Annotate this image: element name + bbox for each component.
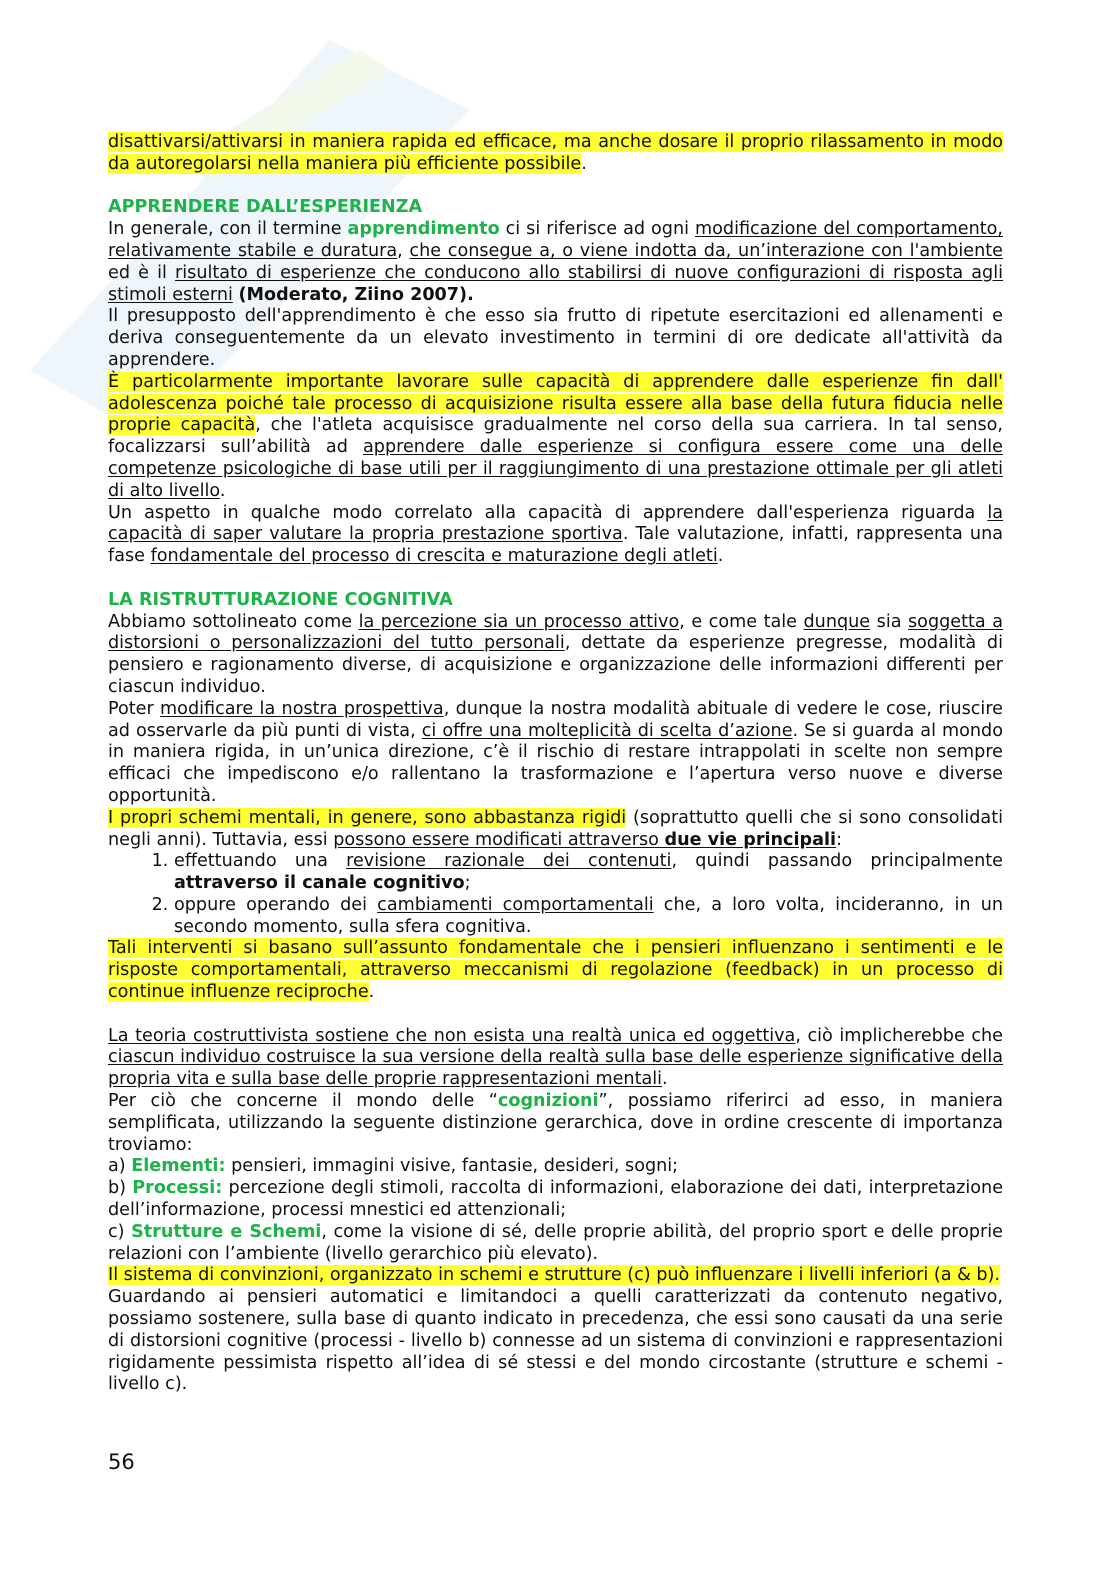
- paragraph-sistema-convinzioni: Il sistema di convinzioni, organizzato in schemi e strutture (c) può influenzare i livelli inferiori (a & b).: [108, 1265, 1001, 1286]
- hierarchy-item-elementi: a) Elementi: pensieri, immagini visive, fantasie, desideri, sogni;: [108, 1156, 679, 1177]
- list-item: 1. effettuando una revisione razionale dei contenuti, quindi passando principalmente attraverso il canale cognitivo;: [174, 851, 1003, 895]
- section-heading-ristrutturazione: LA RISTRUTTURAZIONE COGNITIVA: [108, 589, 453, 610]
- paragraph-schemi-mentali: I propri schemi mentali, in genere, sono abbastanza rigidi (soprattutto quelli che si sono consolidati negli anni). Tuttavia, essi possono essere modificati attraverso due vie principali:: [108, 807, 1003, 850]
- paragraph-interventi: Tali interventi si basano sull’assunto fondamentale che i pensieri influenzano i sentimenti e le risposte comportamentali, attraverso meccanismi di regolazione (feedback) in un processo di continue influenze reciproche.: [108, 938, 1003, 1003]
- paragraph-costruttivista: La teoria costruttivista sostiene che non esista una realtà unica ed oggettiva, ciò implicherebbe che ciascun individuo costruisce la sua versione della realtà sulla base delle esperienze significative della propria vita e sulla base delle proprie rappresentazioni mentali.: [108, 1025, 1003, 1090]
- paragraph-percezione: Abbiamo sottolineato come la percezione sia un processo attivo, e come tale dunque sia soggetta a distorsioni o personalizzazioni del tutto personali, dettate da esperienze pregresse, modalità di pensiero e ragionamento diverse, di acquisizione e organizzazione delle informazioni differenti per ciascun individuo.: [108, 611, 1003, 697]
- intro-paragraph: disattivarsi/attivarsi in maniera rapida ed efficace, ma anche dosare il proprio rilassamento in modo da autoregolarsi nella maniera più efficiente possibile.: [108, 132, 1003, 174]
- hierarchy-item-strutture: c) Strutture e Schemi, come la visione di sé, delle proprie abilità, del proprio sport e delle proprie relazioni con l’ambiente (livello gerarchico più elevato).: [108, 1221, 1003, 1264]
- paragraph-adolescenza: È particolarmente importante lavorare sulle capacità di apprendere dalle esperienze fin dall' adolescenza poiché tale processo di acquisizione risulta essere alla base della futura fiducia nelle proprie capacità, che l'atleta acquisisce gradualmente nel corso della sua carriera. In tal senso, focalizzarsi sull’abilità ad apprendere dalle esperienze si configura essere come una delle competenze psicologiche di base utili per il raggiungimento di una prestazione ottimale per gli atleti di alto livello.: [108, 371, 1003, 501]
- paragraph-apprendimento-definition: In generale, con il termine apprendimento ci si riferisce ad ogni modificazione del comportamento, relativamente stabile e duratura, che consegue a, o viene indotta da, un’interazione con l'ambiente ed è il risultato di esperienze che conducono allo stabilirsi di nuove configurazioni di risposta agli stimoli esterni (Moderato, Ziino 2007).: [108, 219, 1003, 305]
- numbered-list: [108, 851, 1003, 938]
- paragraph-pensieri-automatici: Guardando ai pensieri automatici e limitandoci a quelli caratterizzati da contenuto negativo, possiamo sostenere, sulla base di quanto indicato in precedenza, che essi sono causati da una serie di distorsioni cognitive (processi - livello b) connesse ad un sistema di convinzioni e rappresentazioni rigidamente pessimista rispetto all’idea di sé stessi e del mondo circostante (strutture e schemi - livello c).: [108, 1287, 1003, 1395]
- hierarchy-item-processi: b) Processi: percezione degli stimoli, raccolta di informazioni, elaborazione dei dati, interpretazione dell’informazione, processi mnestici ed attenzionali;: [108, 1178, 1004, 1221]
- paragraph-prospettiva: Poter modificare la nostra prospettiva, dunque la nostra modalità abituale di vedere le cose, riuscire ad osservarle da più punti di vista, ci offre una molteplicità di scelta d’azione. Se si guarda al mondo in maniera rigida, in un’unica direzione, c’è il rischio di restare intrappolati in scelte non sempre efficaci che impediscono e/o rallentano la trasformazione e l’apertura verso nuove e diverse opportunità.: [108, 698, 1003, 806]
- paragraph-cognizioni: Per ciò che concerne il mondo delle “cognizioni”, possiamo riferirci ad esso, in maniera semplificata, utilizzando la seguente distinzione gerarchica, dove in ordine crescente di importanza troviamo:: [108, 1091, 1003, 1155]
- list-item: 2. oppure operando dei cambiamenti comportamentali che, a loro volta, incideranno, in un secondo momento, sulla sfera cognitiva.: [174, 895, 1003, 939]
- paragraph-valutazione: Un aspetto in qualche modo correlato alla capacità di apprendere dall'esperienza riguarda la capacità di saper valutare la propria prestazione sportiva. Tale valutazione, infatti, rappresenta una fase fondamentale del processo di crescita e maturazione degli atleti.: [108, 502, 1004, 567]
- section-heading-apprendere: APPRENDERE DALL’ESPERIENZA: [108, 197, 423, 218]
- page-content: [108, 132, 1003, 1396]
- page-number: 56: [108, 1450, 135, 1474]
- paragraph-presupposto: Il presupposto dell'apprendimento è che esso sia frutto di ripetute esercitazioni ed allenamenti e deriva conseguentemente da un elevato investimento in termini di ore dedicate all'attività da apprendere.: [108, 306, 1003, 370]
